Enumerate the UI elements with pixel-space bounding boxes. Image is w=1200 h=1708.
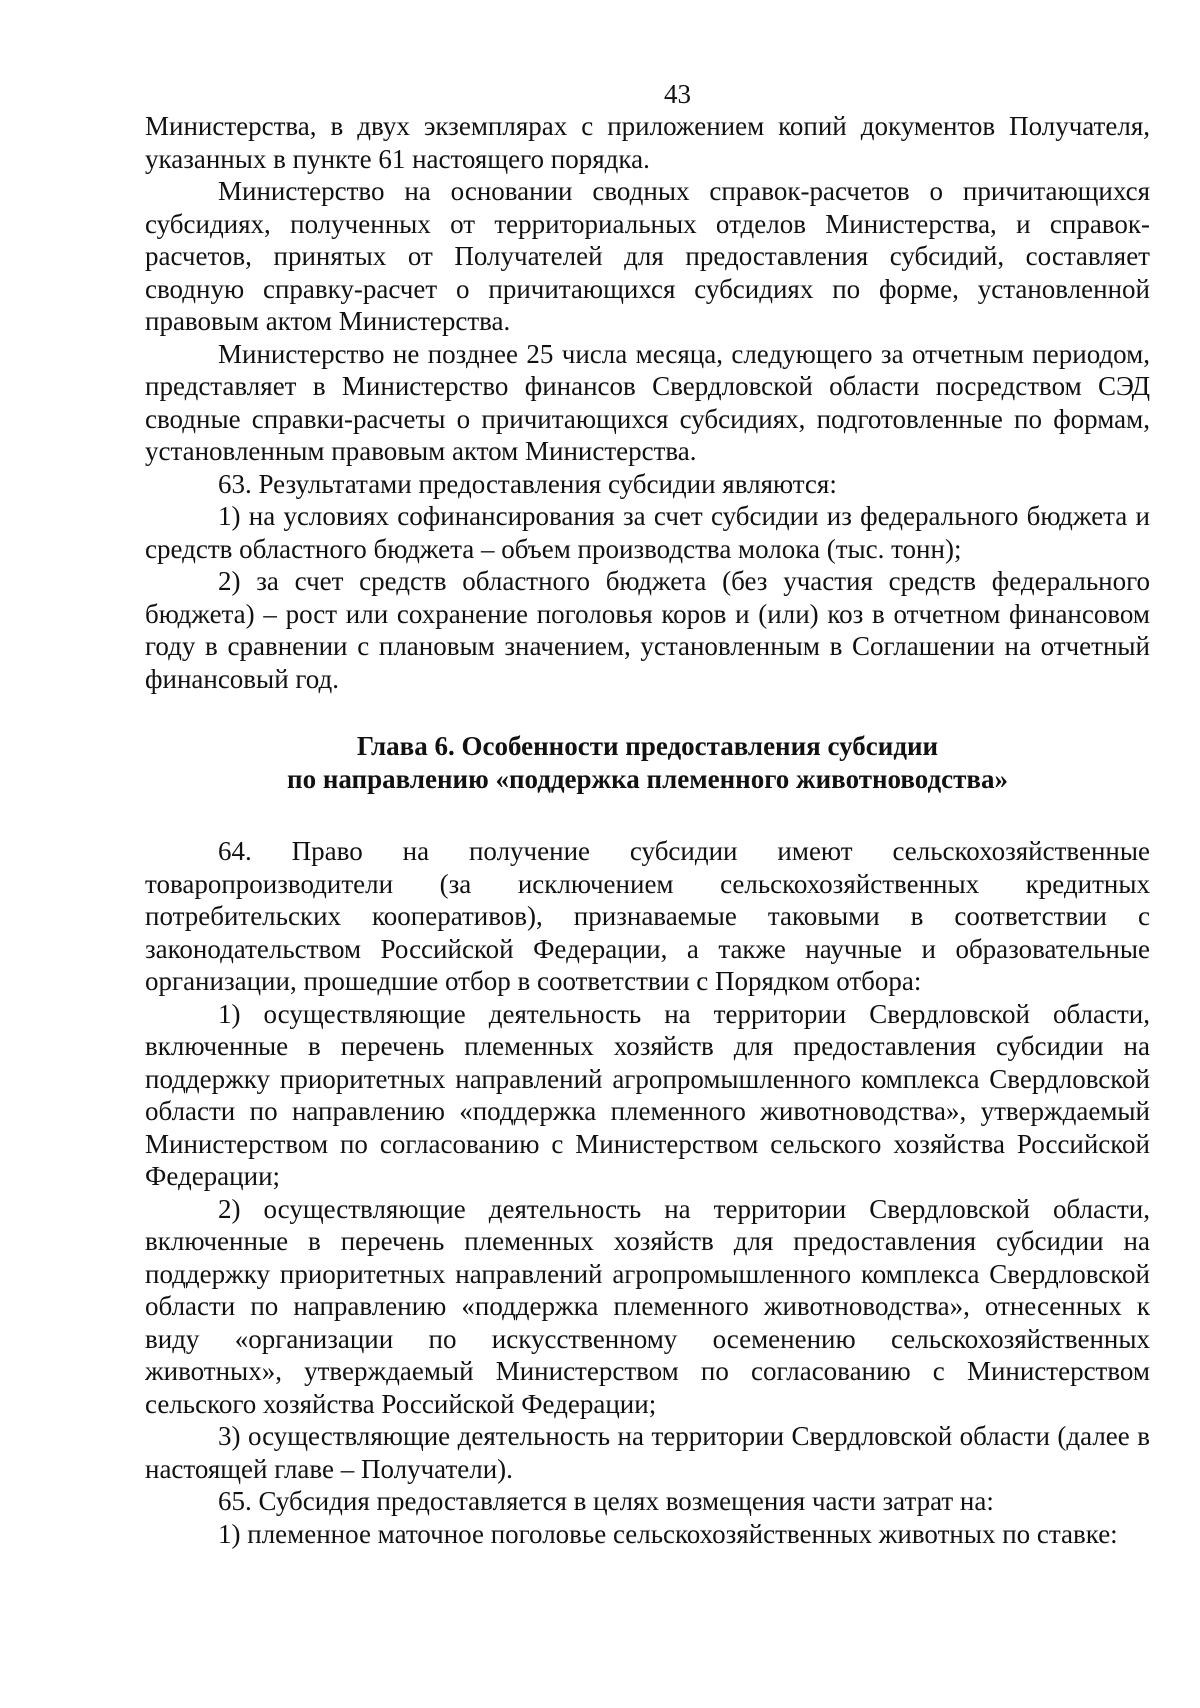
paragraph: 1) на условиях софинансирования за счет субсидии из федерального бюджета и средств областного бюджета – объем производства молока (тыс. тонн); xyxy=(145,501,1150,564)
paragraph: Министерство на основании сводных справок-расчетов о причитающихся субсидиях, полученных от территориальных отделов Министерства, и справок-расчетов, принятых от Получателей для предоставления субсидий, составляет сводную справку-расчет о причитающихся субсидиях по форме, установленной правовым актом Министерства. xyxy=(145,176,1150,336)
document-page xyxy=(145,78,1150,1550)
page-number: 43 xyxy=(664,79,691,109)
paragraph: 1) племенное маточное поголовье сельскохозяйственных животных по ставке: xyxy=(218,1518,1118,1549)
paragraph: 3) осуществляющие деятельность на территории Свердловской области (далее в настоящей главе – Получатели). xyxy=(145,1421,1150,1484)
chapter-title-line-1: Глава 6. Особенности предоставления субсидии xyxy=(356,731,939,761)
paragraph: 63. Результатами предоставления субсидии являются: xyxy=(218,468,837,499)
section-before-chapter xyxy=(145,110,1150,695)
paragraph: Министерство не позднее 25 числа месяца, следующего за отчетным периодом, представляет в Министерство финансов Свердловской области посредством СЭД сводные справки-расчеты о причитающихся субсидиях, подготовленные по формам, установленным правовым актом Министерства. xyxy=(145,338,1150,466)
paragraph: 2) осуществляющие деятельность на территории Свердловской области, включенные в перечень племенных хозяйств для предоставления субсидии на поддержку приоритетных направлений агропромышленного комплекса Свердловской области по направлению «поддержка племенного животноводства», отнесенных к виду «организации по искусственному осеменению сельскохозяйственных животных», утверждаемый Министерством по согласованию с Министерством сельского хозяйства Российской Федерации; xyxy=(145,1193,1150,1419)
paragraph: 65. Субсидия предоставляется в целях возмещения части затрат на: xyxy=(218,1486,994,1516)
paragraph: Министерства, в двух экземплярах с приложением копий документов Получателя, указанных в пункте 61 настоящего порядка. xyxy=(145,111,1150,174)
chapter-title-line-2: по направлению «поддержка племенного животноводства» xyxy=(287,764,1008,794)
paragraph: 1) осуществляющие деятельность на территории Свердловской области, включенные в перечень племенных хозяйств для предоставления субсидии на поддержку приоритетных направлений агропромышленного комплекса Свердловской области по направлению «поддержка племенного животноводства», утверждаемый Министерством по согласованию с Министерством сельского хозяйства Российской Федерации; xyxy=(145,998,1150,1191)
paragraph: 2) за счет средств областного бюджета (без участия средств федерального бюджета) – рост или сохранение поголовья коров и (или) коз в отчетном финансовом году в сравнении с плановым значением, установленным в Соглашении на отчетный финансовый год. xyxy=(145,566,1150,694)
paragraph: 64. Право на получение субсидии имеют сельскохозяйственные товаропроизводители (за исключением сельскохозяйственных кредитных потребительских кооперативов), признаваемые таковыми в соответствии с законодательством Российской Федерации, а также научные и образовательные организации, прошедшие отбор в соответствии с Порядком отбора: xyxy=(145,836,1150,996)
section-after-chapter xyxy=(145,835,1150,1550)
chapter-title xyxy=(145,730,1150,796)
